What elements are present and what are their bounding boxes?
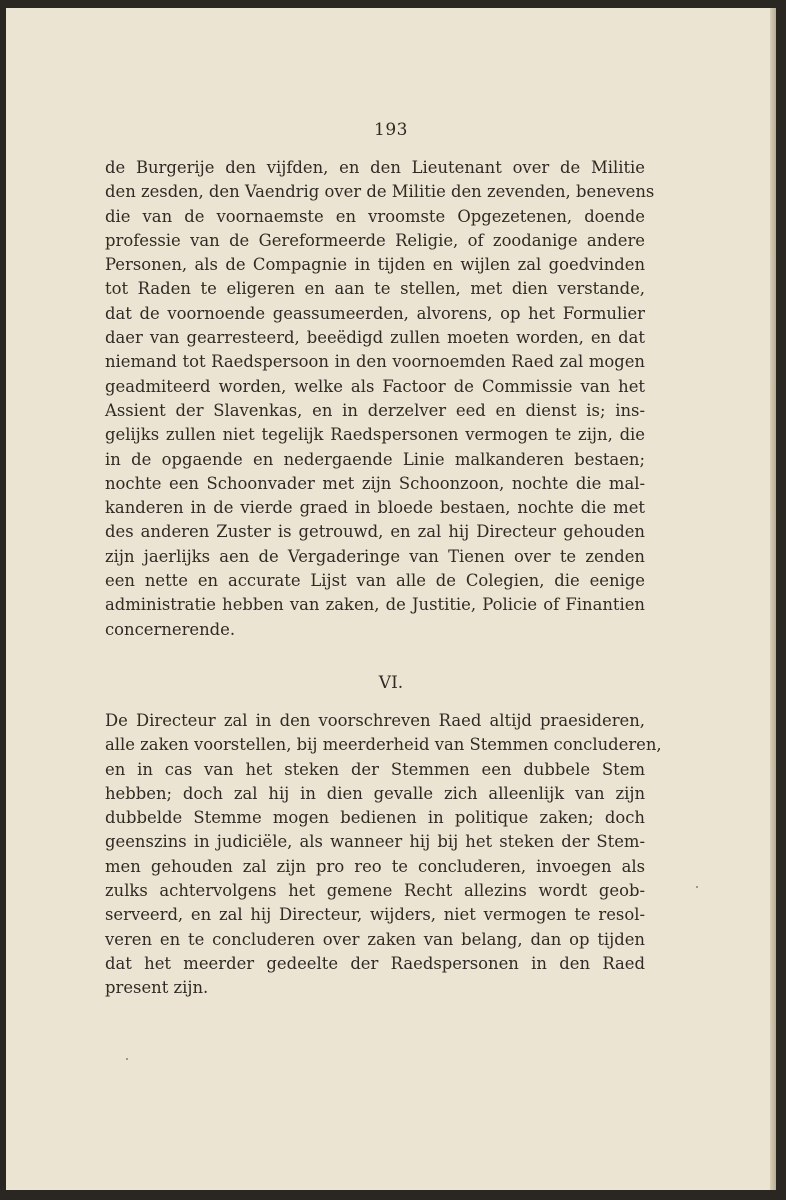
text-line: geadmiteerd worden, welke als Factoor de Commissie van het xyxy=(105,376,645,396)
text-line: dat de voornoende geassumeerden, alvorens, op het Formulier xyxy=(105,303,645,323)
text-line: alle zaken voorstellen, bij meerderheid van Stemmen concluderen, xyxy=(105,735,662,755)
text-line: Assient der Slavenkas, en in derzelver eed en dienst is; ins- xyxy=(105,400,645,420)
text-line: des anderen Zuster is getrouwd, en zal hij Directeur gehouden xyxy=(105,522,645,542)
text-line: Personen, als de Compagnie in tijden en wijlen zal goedvinden xyxy=(105,255,645,275)
paragraph-2 xyxy=(105,709,662,1001)
text-line: geenszins in judiciële, als wanneer hij bij het steken der Stem- xyxy=(105,832,645,852)
text-line: hebben; doch zal hij in dien gevalle zich alleenlijk van zijn xyxy=(105,783,645,803)
text-line: present zijn. xyxy=(105,978,209,998)
text-line: een nette en accurate Lijst van alle de Colegien, die eenige xyxy=(105,571,645,591)
text-line: nochte een Schoonvader met zijn Schoonzoon, nochte die mal- xyxy=(105,473,645,493)
text-line: concernerende. xyxy=(105,619,236,639)
text-line: gelijks zullen niet tegelijk Raedspersonen vermogen te zijn, die xyxy=(105,425,645,445)
text-line: in de opgaende en nedergaende Linie malkanderen bestaen; xyxy=(105,449,645,469)
text-line: niemand tot Raedspersoon in den voornoemden Raed zal mogen xyxy=(105,352,645,372)
section-heading: VI. xyxy=(378,673,404,693)
text-line: dat het meerder gedeelte der Raedspersonen in den Raed xyxy=(105,953,645,973)
text-line: zulks achtervolgens het gemene Recht allezins wordt geob- xyxy=(105,881,645,901)
text-line: die van de voornaemste en vroomste Opgezetenen, doende xyxy=(105,206,645,226)
text-line: men gehouden zal zijn pro reo te concluderen, invoegen als xyxy=(105,856,645,876)
text-line: en in cas van het steken der Stemmen een dubbele Stem xyxy=(105,759,645,779)
text-line: den zesden, den Vaendrig over de Militie den zevenden, benevens xyxy=(105,182,655,202)
text-line: kanderen in de vierde graed in bloede bestaen, nochte die met xyxy=(105,498,645,518)
text-line: De Directeur zal in den voorschreven Raed altijd praesideren, xyxy=(105,711,645,730)
text-line: de Burgerije den vijfden, en den Lieutenant over de Militie xyxy=(105,158,645,177)
text-line: professie van de Gereformeerde Religie, of zoodanige andere xyxy=(105,230,645,250)
text-line: zijn jaerlijks aen de Vergaderinge van Tienen over te zenden xyxy=(105,546,645,566)
paper-speck xyxy=(696,886,698,888)
page-edge xyxy=(770,8,776,1190)
text-line: veren en te concluderen over zaken van belang, dan op tijden xyxy=(105,929,645,949)
paragraph-1 xyxy=(105,156,655,642)
text-line: tot Raden te eligeren en aan te stellen, met dien verstande, xyxy=(105,279,645,299)
text-line: administratie hebben van zaken, de Justitie, Policie of Finantien xyxy=(105,595,645,615)
text-line: serveerd, en zal hij Directeur, wijders, niet vermogen te resol- xyxy=(105,905,645,925)
text-line: dubbelde Stemme mogen bedienen in politique zaken; doch xyxy=(105,808,645,828)
text-line: daer van gearresteerd, beeëdigd zullen moeten worden, en dat xyxy=(105,328,645,348)
paper-speck xyxy=(126,1058,128,1060)
book-page xyxy=(6,8,776,1190)
page-number: 193 xyxy=(374,120,408,140)
